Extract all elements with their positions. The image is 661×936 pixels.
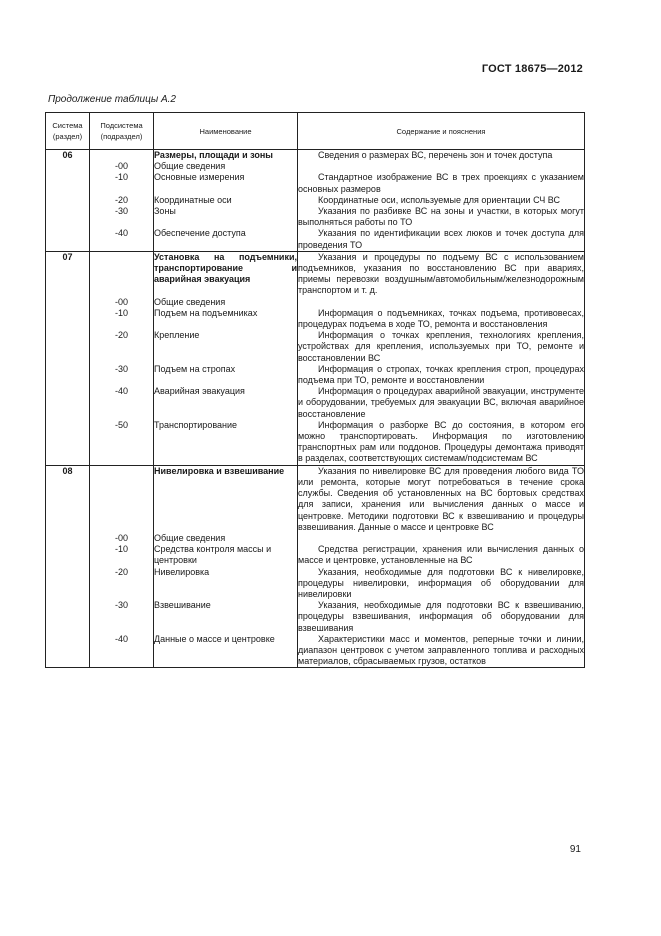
subsystem-code: -20 [90,330,154,364]
item-description: Информация о стропах, точках крепления строп, процедурах подъема при ТО, ремонте и восстановлении [298,363,584,386]
item-name: Общие сведения [154,533,298,544]
item-name: Основные измерения [154,172,298,194]
system-code: 08 [46,465,90,533]
table-caption: Продолжение таблицы А.2 [48,94,176,105]
subsystem-code: -10 [90,544,154,566]
subsystem-code: -10 [90,172,154,194]
section-heading-row [46,150,585,162]
item-name: Координатные оси [154,195,298,206]
system-code [46,544,90,566]
item-name: Установка на подъемники, транспортирование и аварийная эвакуация [154,251,298,296]
item-description: Указания по разбивке ВС на зоны и участки, в которых могут выполняться работы по ТО [298,206,584,228]
table-row [46,634,585,668]
table-row [46,544,585,566]
table-row [46,206,585,228]
table-row [46,195,585,206]
classification-table [45,112,585,668]
item-description: Информация о процедурах аварийной эвакуации, инструменте и оборудовании, требуемых для эвакуации ВС, включая аварийное восстановление [298,386,584,419]
item-name: Данные о массе и центровке [154,634,298,668]
item-name: Общие сведения [154,161,298,172]
item-description: Стандартное изображение ВС в трех проекциях с указанием основных размеров [298,172,584,194]
item-name: Обеспечение доступа [154,228,298,251]
item-name: Нивелировка [154,567,298,601]
system-code [46,330,90,364]
system-code [46,308,90,330]
item-description [298,161,585,172]
page-number: 91 [569,844,581,855]
item-name: Нивелировка и взвешивание [154,465,298,533]
table-row [46,420,585,465]
item-description [298,533,585,544]
item-description: Координатные оси, используемые для ориентации СЧ ВС [298,195,585,206]
table-row [46,364,585,386]
system-code [46,195,90,206]
table-row [46,308,585,330]
item-description: Указания по идентификации всех люков и точек доступа для проведения ТО [298,228,584,250]
system-code [46,206,90,228]
table-header-row [46,113,585,150]
table-row [46,386,585,420]
table-row [46,600,585,634]
col-header-name: Наименование [154,113,298,150]
system-code [46,172,90,194]
item-name: Транспортирование [154,420,298,465]
subsystem-code [90,150,154,162]
subsystem-code: -00 [90,297,154,308]
item-description: Средства регистрации, хранения или вычисления данных о массе и центровке, установленные на ВС [298,544,584,566]
system-code [46,634,90,668]
system-code [46,161,90,172]
col-header-description: Содержание и пояснения [298,113,585,150]
system-code [46,386,90,420]
item-name: Размеры, площади и зоны [154,150,298,162]
item-description: Информация о точках крепления, технологиях крепления, устройствах для крепления, используемых при ТО, ремонте и восстановлении ВС [298,330,584,363]
item-description: Сведения о размерах ВС, перечень зон и точек доступа [298,150,585,162]
subsystem-code [90,251,154,296]
item-description: Указания и процедуры по подъему ВС с использованием подъемников, указания по восстановлению ВС при авариях, приемы перевозки воздушным/автомобильным/железнодорожным транспортом и т. д. [298,251,584,296]
col-header-subsystem: Подсистема (подраздел) [90,113,154,150]
system-code [46,420,90,465]
subsystem-code: -00 [90,161,154,172]
system-code: 07 [46,251,90,296]
item-description: Указания, необходимые для подготовки ВС к взвешиванию, процедуры взвешивания, информация об оборудовании для взвешивания [298,600,584,633]
subsystem-code: -20 [90,567,154,601]
item-name: Средства контроля массы и центровки [154,544,298,566]
system-code [46,364,90,386]
item-description [298,297,585,308]
item-name: Подъем на подъемниках [154,308,298,330]
subsystem-code: -40 [90,228,154,251]
subsystem-code: -30 [90,600,154,634]
table-row [46,567,585,601]
table-body [46,150,585,668]
subsystem-code: -30 [90,364,154,386]
standard-code: ГОСТ 18675—2012 [481,63,583,75]
system-code [46,600,90,634]
subsystem-code: -40 [90,634,154,668]
item-name: Взвешивание [154,600,298,634]
system-code [46,297,90,308]
subsystem-code [90,465,154,533]
table-row [46,172,585,194]
section-heading-row [46,251,585,296]
item-name: Подъем на стропах [154,364,298,386]
system-code: 06 [46,150,90,162]
table-row [46,297,585,308]
col-header-system: Система (раздел) [46,113,90,150]
item-description: Характеристики масс и моментов, реперные точки и линии, диапазон центровок с учетом заправленного топлива и расходных материалов, сбрасываемых грузов, остатков [298,633,584,667]
item-name: Крепление [154,330,298,364]
subsystem-code: -30 [90,206,154,228]
table-row [46,330,585,364]
item-name: Общие сведения [154,297,298,308]
table-row [46,533,585,544]
item-name: Зоны [154,206,298,228]
item-description: Указания, необходимые для подготовки ВС к нивелировке, процедуры нивелировки, информация об оборудовании для нивелировки [298,566,584,599]
subsystem-code: -20 [90,195,154,206]
table-row [46,228,585,251]
subsystem-code: -40 [90,386,154,420]
item-description: Информация о разборке ВС до состояния, в котором его можно транспортировать. Информация по изготовлению транспортных рам или поддонов. Процедуры демонтажа приводят в разделах, соответствующих системам/подсистемам ВС [298,419,584,464]
item-description: Указания по нивелировке ВС для проведения любого вида ТО или ремонта, которые могут потребоваться в течение срока службы. Сведения об установленных на ВС бортовых средствах для записи, хранения или вычисления данных о массе и центровке. Методики подготовки ВС к взвешиванию и процедуры взвешивания. Данные о массе и центровке ВС [298,465,584,532]
subsystem-code: -10 [90,308,154,330]
table-row [46,161,585,172]
item-name: Аварийная эвакуация [154,386,298,420]
section-heading-row [46,465,585,533]
subsystem-code: -50 [90,420,154,465]
system-code [46,567,90,601]
item-description: Информация о подъемниках, точках подъема, противовесах, процедурах подъема в ходе ТО, ремонта и восстановления [298,307,584,330]
system-code [46,533,90,544]
system-code [46,228,90,251]
subsystem-code: -00 [90,533,154,544]
